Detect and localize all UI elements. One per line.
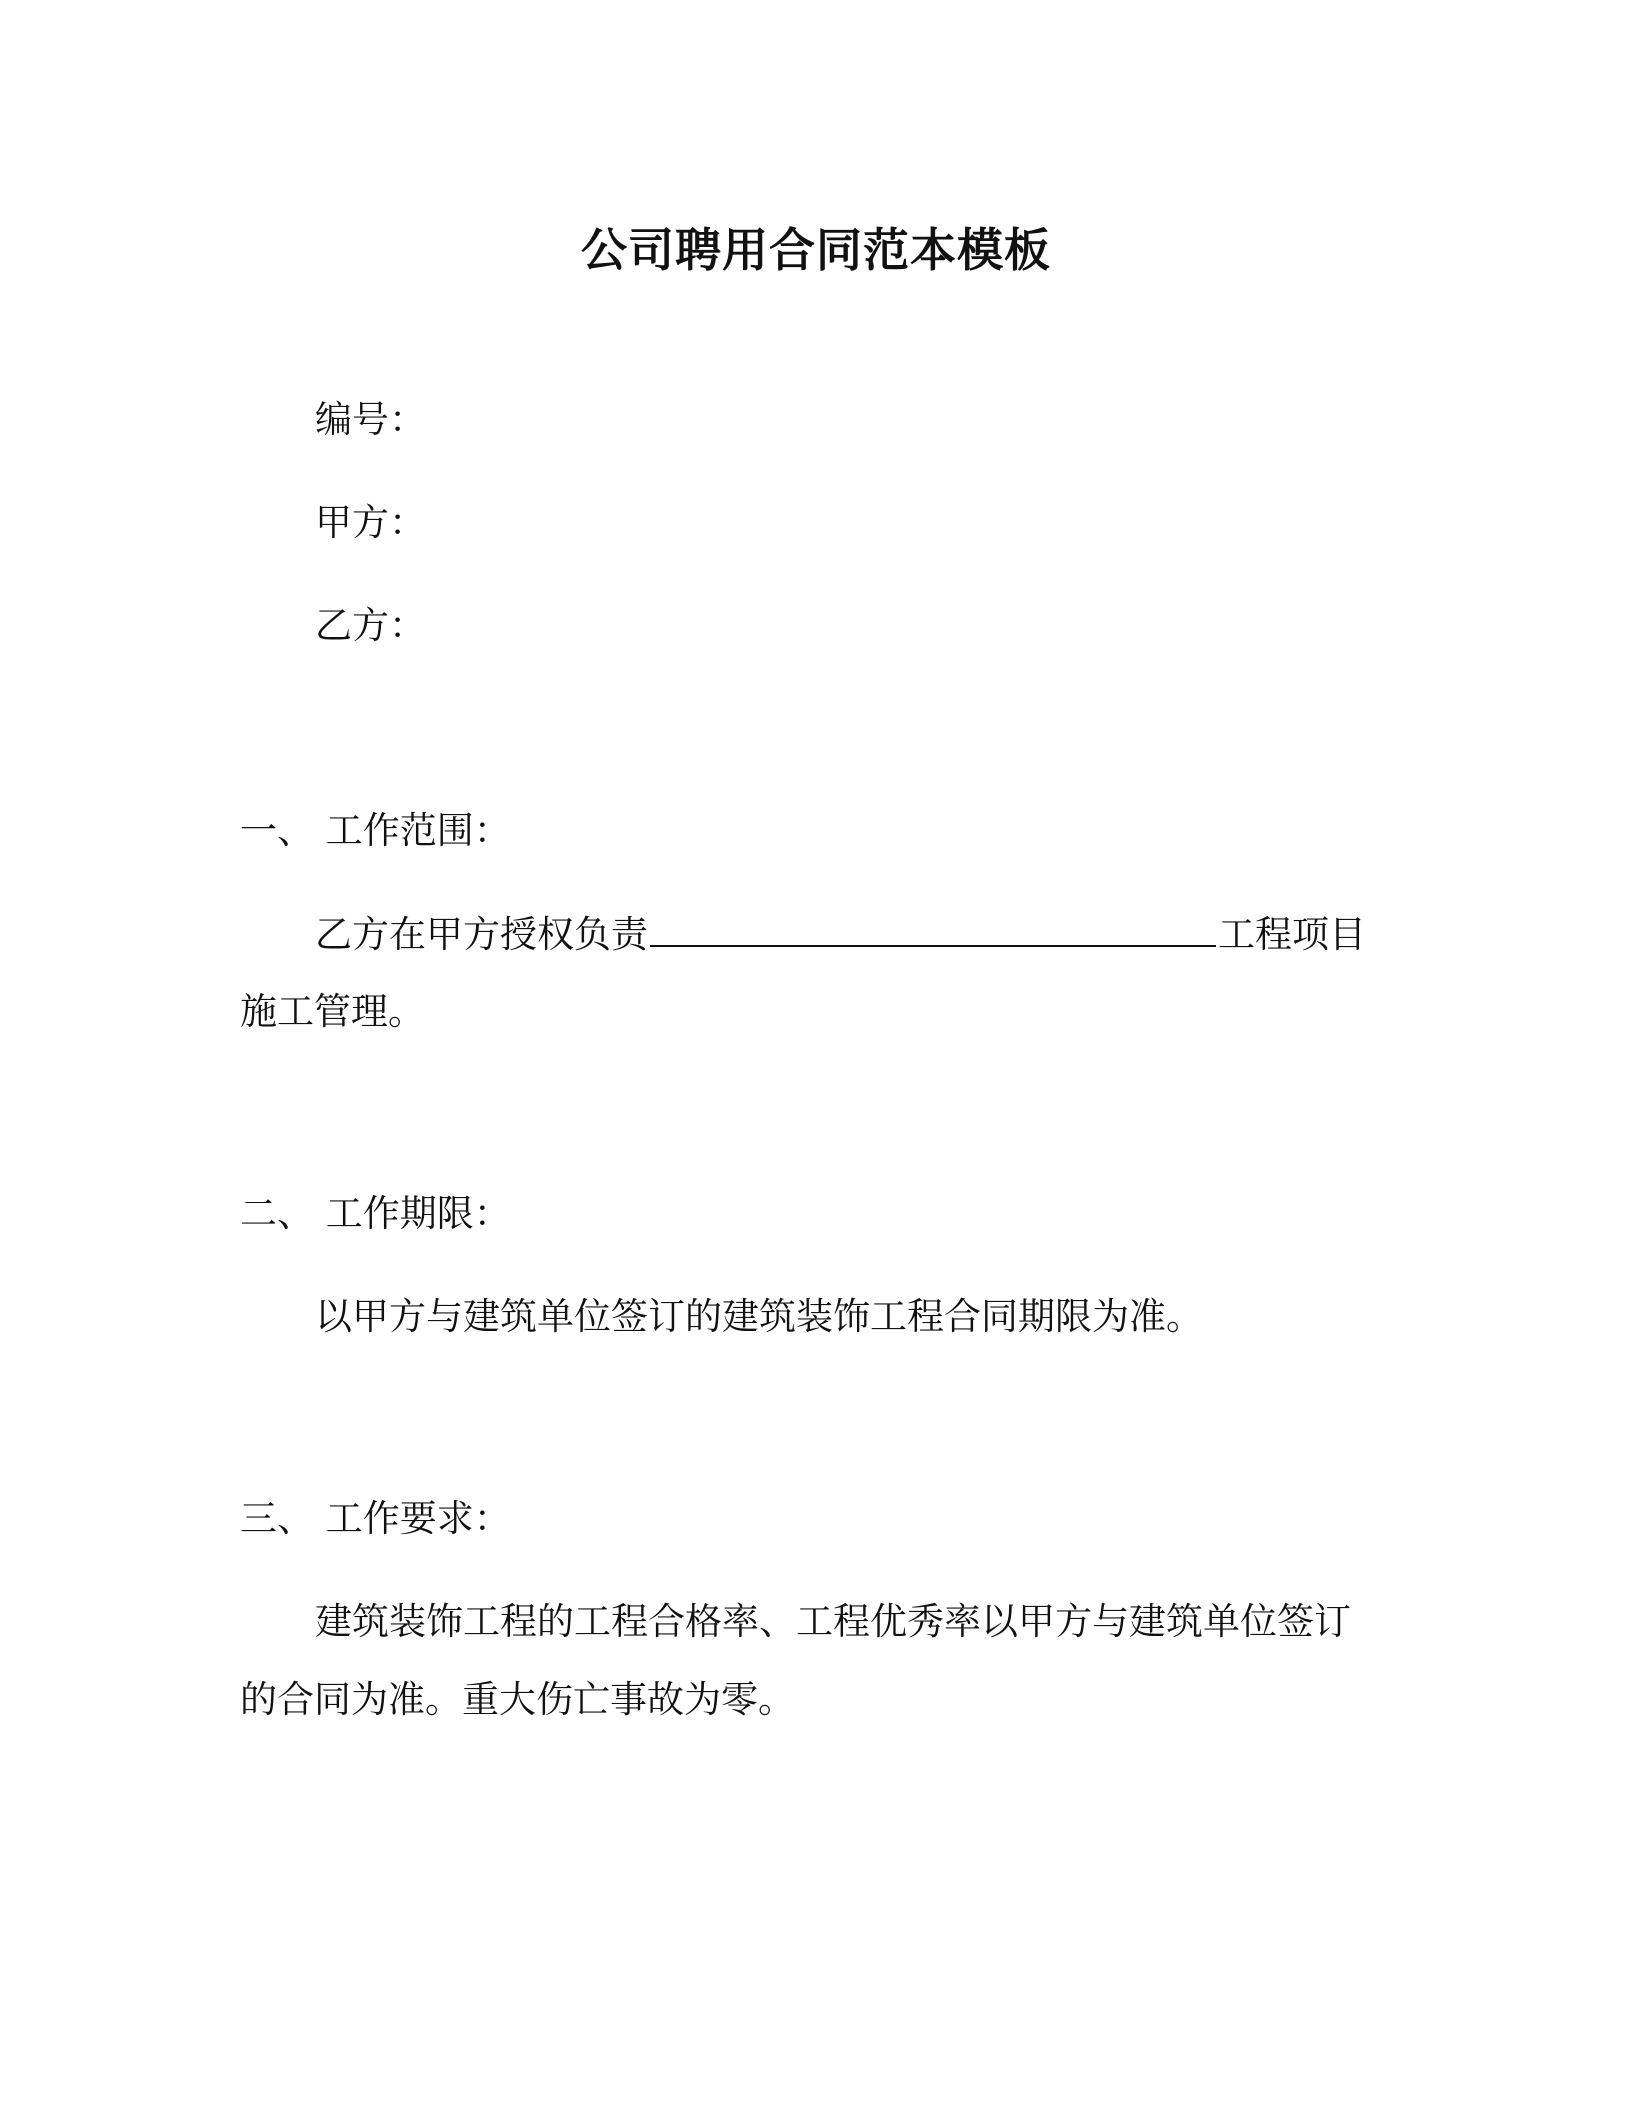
project-name-blank bbox=[650, 909, 1216, 947]
party-a-label: 甲方： bbox=[315, 501, 426, 544]
section-2-heading: 二、 工作期限： bbox=[240, 1192, 511, 1235]
section-3-heading: 三、 工作要求： bbox=[240, 1497, 511, 1540]
section-3-paragraph-line1: 建筑装饰工程的工程合格率、工程优秀率以甲方与建筑单位签订 bbox=[315, 1600, 1351, 1643]
section-1-text-before-blank: 乙方在甲方授权负责 bbox=[315, 913, 648, 956]
contract-number-label: 编号： bbox=[315, 398, 426, 441]
section-2-paragraph: 以甲方与建筑单位签订的建筑装饰工程合同期限为准。 bbox=[315, 1295, 1203, 1338]
section-1-text-after-blank: 工程项目 bbox=[1218, 913, 1366, 956]
section-1-paragraph-line2: 施工管理。 bbox=[240, 990, 425, 1033]
section-1-paragraph-line1 bbox=[315, 909, 1366, 960]
section-1-heading: 一、 工作范围： bbox=[240, 809, 511, 852]
section-3-paragraph-line2: 的合同为准。重大伤亡事故为零。 bbox=[240, 1678, 795, 1721]
party-b-label: 乙方： bbox=[315, 604, 426, 647]
document-title: 公司聘用合同范本模板 bbox=[581, 223, 1051, 277]
